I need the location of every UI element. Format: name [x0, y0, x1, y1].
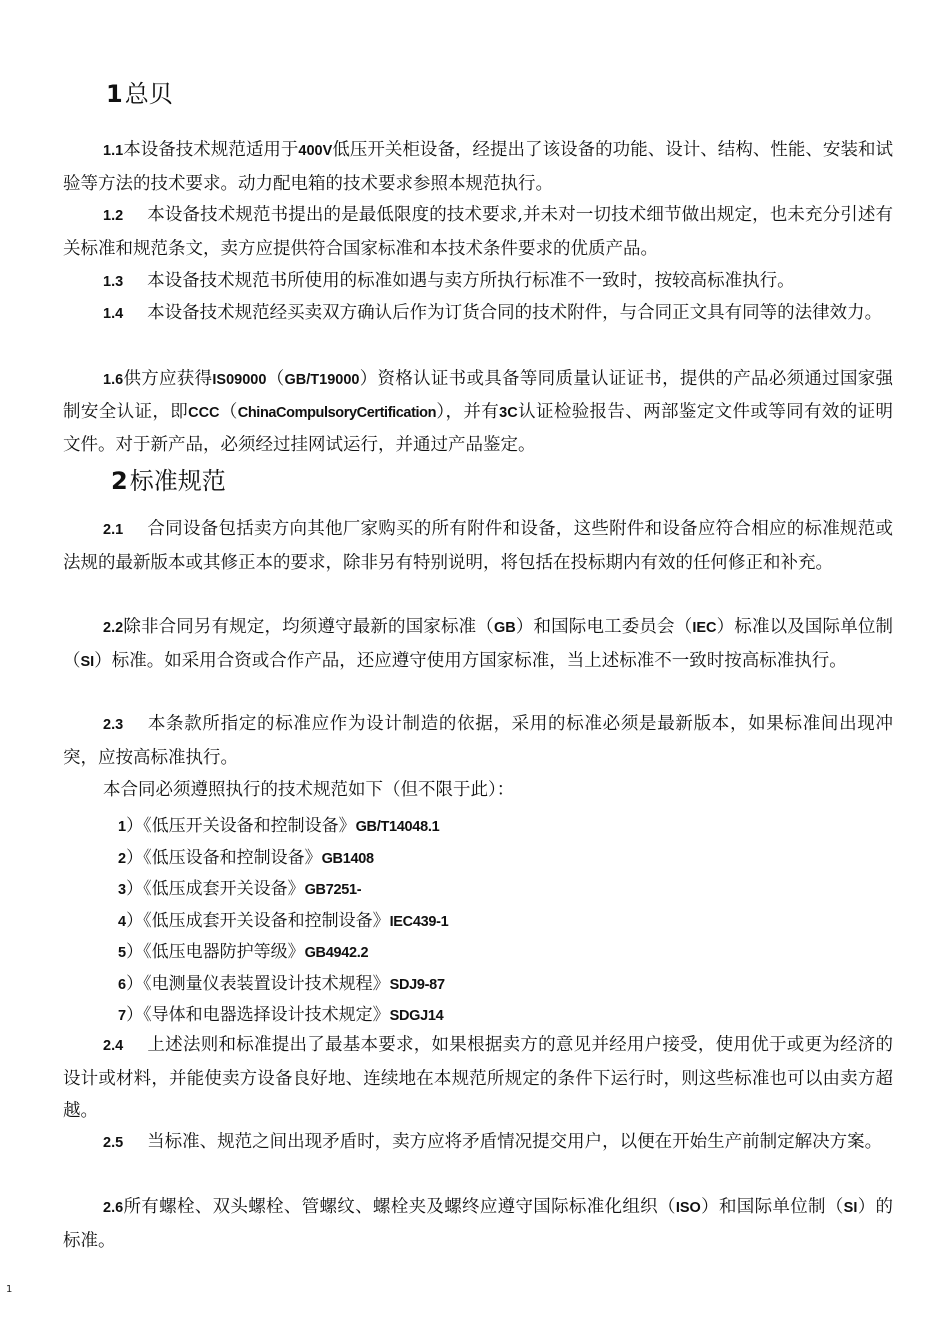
- clause-text: ）标准以及国际单位制（: [63, 617, 894, 671]
- clause-1-1: [63, 134, 893, 200]
- gbt-standard: GB/T19000: [284, 372, 360, 388]
- gb-abbr: GB: [493, 620, 516, 636]
- clause-number: 2.2: [103, 620, 124, 636]
- section-number: 2: [111, 467, 128, 495]
- clause-2-3: [63, 708, 893, 774]
- clause-text: ），并有: [436, 402, 500, 422]
- list-item-index: 3: [118, 882, 127, 898]
- iso-abbr: ISO: [675, 1200, 701, 1216]
- section-title: 总贝: [124, 80, 173, 108]
- section-1-heading: [106, 79, 173, 109]
- clause-number: 1.2: [103, 208, 124, 224]
- clause-text: ）的标准。: [63, 1197, 894, 1251]
- standard-code: SDJ9-87: [389, 976, 445, 993]
- list-item: [118, 874, 448, 906]
- clause-number: 2.4: [103, 1038, 124, 1054]
- clause-1-3: [63, 265, 893, 299]
- ccc-full-name: ChinaCompulsoryCertification: [237, 405, 437, 421]
- clause-text: 本设备技术规范适用于: [123, 140, 299, 160]
- clause-2-4: [63, 1029, 893, 1128]
- list-item-index: 7: [118, 1008, 127, 1024]
- standard-code: GB7251-: [304, 882, 362, 898]
- clause-2-6: [63, 1191, 893, 1257]
- section-2-heading: [111, 466, 226, 496]
- list-item-paren: ）: [126, 847, 144, 868]
- 3c-mark: 3C: [499, 405, 518, 421]
- standards-list: [118, 811, 448, 1032]
- list-item: [118, 811, 448, 843]
- standards-list-intro: 本合同必须遵照执行的技术规范如下（但不限于此）：: [103, 780, 515, 800]
- list-item-index: 6: [118, 976, 127, 993]
- standard-code: GB/T14048.1: [355, 819, 440, 835]
- iec-abbr: IEC: [692, 620, 717, 636]
- list-item-paren: ）: [126, 816, 144, 836]
- list-item-paren: ）: [126, 879, 144, 899]
- ccc-mark: CCC: [188, 405, 220, 421]
- clause-text: 本设备技术规范书所使用的标准如遇与卖方所执行标准不一致时，按较高标准执行。: [147, 271, 795, 291]
- standard-code: GB1408: [321, 850, 374, 867]
- list-item-index: 2: [118, 850, 127, 867]
- clause-text: ）和国际电工委员会（: [515, 617, 693, 637]
- standard-name: 《导体和电器选择设计技术规定》: [143, 1005, 390, 1025]
- clause-text: 低压开关柜设备，经提出了该设备的功能、设计、结构、性能、安装和试验等方法的技术要求。动力配电箱的技术要求参照本规范执行。: [63, 140, 894, 194]
- clause-text: ）资格认证书或具备等同质量认证证书，提供的产品必须通过国家强制安全认证，即: [63, 369, 894, 422]
- list-item-index: 4: [118, 913, 127, 930]
- voltage-rating: 400V: [298, 143, 333, 159]
- clause-text: （: [266, 369, 285, 389]
- section-title: 标准规范: [129, 467, 226, 495]
- page-number: 1: [6, 1284, 13, 1295]
- clause-number: 2.5: [103, 1135, 124, 1151]
- clause-2-2: [63, 611, 893, 678]
- clause-text: 除非合同另有规定，均须遵守最新的国家标准（: [123, 617, 494, 637]
- clause-1-4: [63, 297, 893, 331]
- iso-standard: IS09000: [212, 372, 267, 388]
- standard-name: 《低压电器防护等级》: [143, 942, 305, 962]
- clause-number: 2.3: [103, 717, 124, 733]
- list-item-paren: ）: [126, 1005, 144, 1025]
- standard-name: 《低压成套开关设备和控制设备》: [143, 910, 390, 931]
- clause-text: 本设备技术规范书提出的是最低限度的技术要求,并未对一切技术细节做出规定，也未充分引述有关标准和规范条文，卖方应提供符合国家标准和本技术条件要求的优质产品。: [63, 205, 893, 259]
- clause-2-1: [63, 513, 893, 579]
- list-item-paren: ）: [126, 942, 144, 962]
- list-item: [118, 843, 448, 875]
- clause-text: 认证检验报告、两部鉴定文件或等同有效的证明文件。对于新产品，必须经过挂网试运行，并通过产品鉴定。: [63, 402, 894, 455]
- clause-number: 2.6: [103, 1200, 124, 1216]
- clause-text: 本设备技术规范经买卖双方确认后作为订货合同的技术附件，与合同正文具有同等的法律效力。: [147, 303, 883, 323]
- list-item-paren: ）: [126, 910, 144, 931]
- standard-name: 《低压成套开关设备》: [143, 879, 305, 899]
- standard-code: SDGJ14: [389, 1008, 444, 1024]
- clause-text: ）和国际单位制（: [700, 1197, 844, 1217]
- clause-number: 2.1: [103, 522, 124, 538]
- clause-1-6: [63, 363, 893, 461]
- clause-number: 1.4: [103, 306, 124, 322]
- clause-2-5: [63, 1126, 893, 1160]
- standard-code: IEC439-1: [389, 913, 449, 930]
- clause-number: 1.3: [103, 274, 124, 290]
- standard-name: 《电测量仪表装置设计技术规程》: [143, 973, 390, 994]
- clause-text: 上述法则和标准提出了最基本要求，如果根据卖方的意见并经用户接受，使用优于或更为经济的设计或材料，并能使卖方设备良好地、连续地在本规范所规定的条件下运行时，则这些标准也可以由卖方超越。: [63, 1035, 893, 1121]
- clause-text: （: [219, 402, 238, 422]
- list-item: [118, 969, 448, 1001]
- clause-text: 合同设备包括卖方向其他厂家购买的所有附件和设备，这些附件和设备应符合相应的标准规范或法规的最新版本或其修正本的要求，除非另有特别说明，将包括在投标期内有效的任何修正和补充。: [63, 519, 893, 573]
- clause-text: 所有螺栓、双头螺栓、管螺纹、螺栓夹及螺终应遵守国际标准化组织（: [123, 1197, 676, 1217]
- list-item-index: 5: [118, 945, 127, 961]
- clause-text: 本条款所指定的标准应作为设计制造的依据，采用的标准必须是最新版本，如果标准间出现冲突，应按高标准执行。: [63, 714, 893, 768]
- list-item-index: 1: [118, 819, 127, 835]
- list-item: [118, 906, 448, 938]
- list-item: [118, 1000, 448, 1032]
- clause-1-2: [63, 199, 893, 265]
- si-abbr: SI: [843, 1200, 858, 1216]
- clause-text: 当标准、规范之间出现矛盾时，卖方应将矛盾情况提交用户，以便在开始生产前制定解决方案。: [147, 1132, 883, 1152]
- clause-number: 1.1: [103, 143, 124, 159]
- clause-text: ）标准。如采用合资或合作产品，还应遵守使用方国家标准，当上述标准不一致时按高标准执行。: [94, 650, 847, 671]
- standard-code: GB4942.2: [304, 945, 369, 961]
- clause-number: 1.6: [103, 372, 124, 388]
- standard-name: 《低压开关设备和控制设备》: [143, 816, 356, 836]
- list-item-paren: ）: [126, 973, 144, 994]
- section-number: 1: [106, 80, 123, 108]
- list-item: [118, 937, 448, 969]
- si-abbr: SI: [80, 653, 95, 670]
- clause-text: 供方应获得: [123, 369, 213, 389]
- standard-name: 《低压设备和控制设备》: [143, 847, 322, 868]
